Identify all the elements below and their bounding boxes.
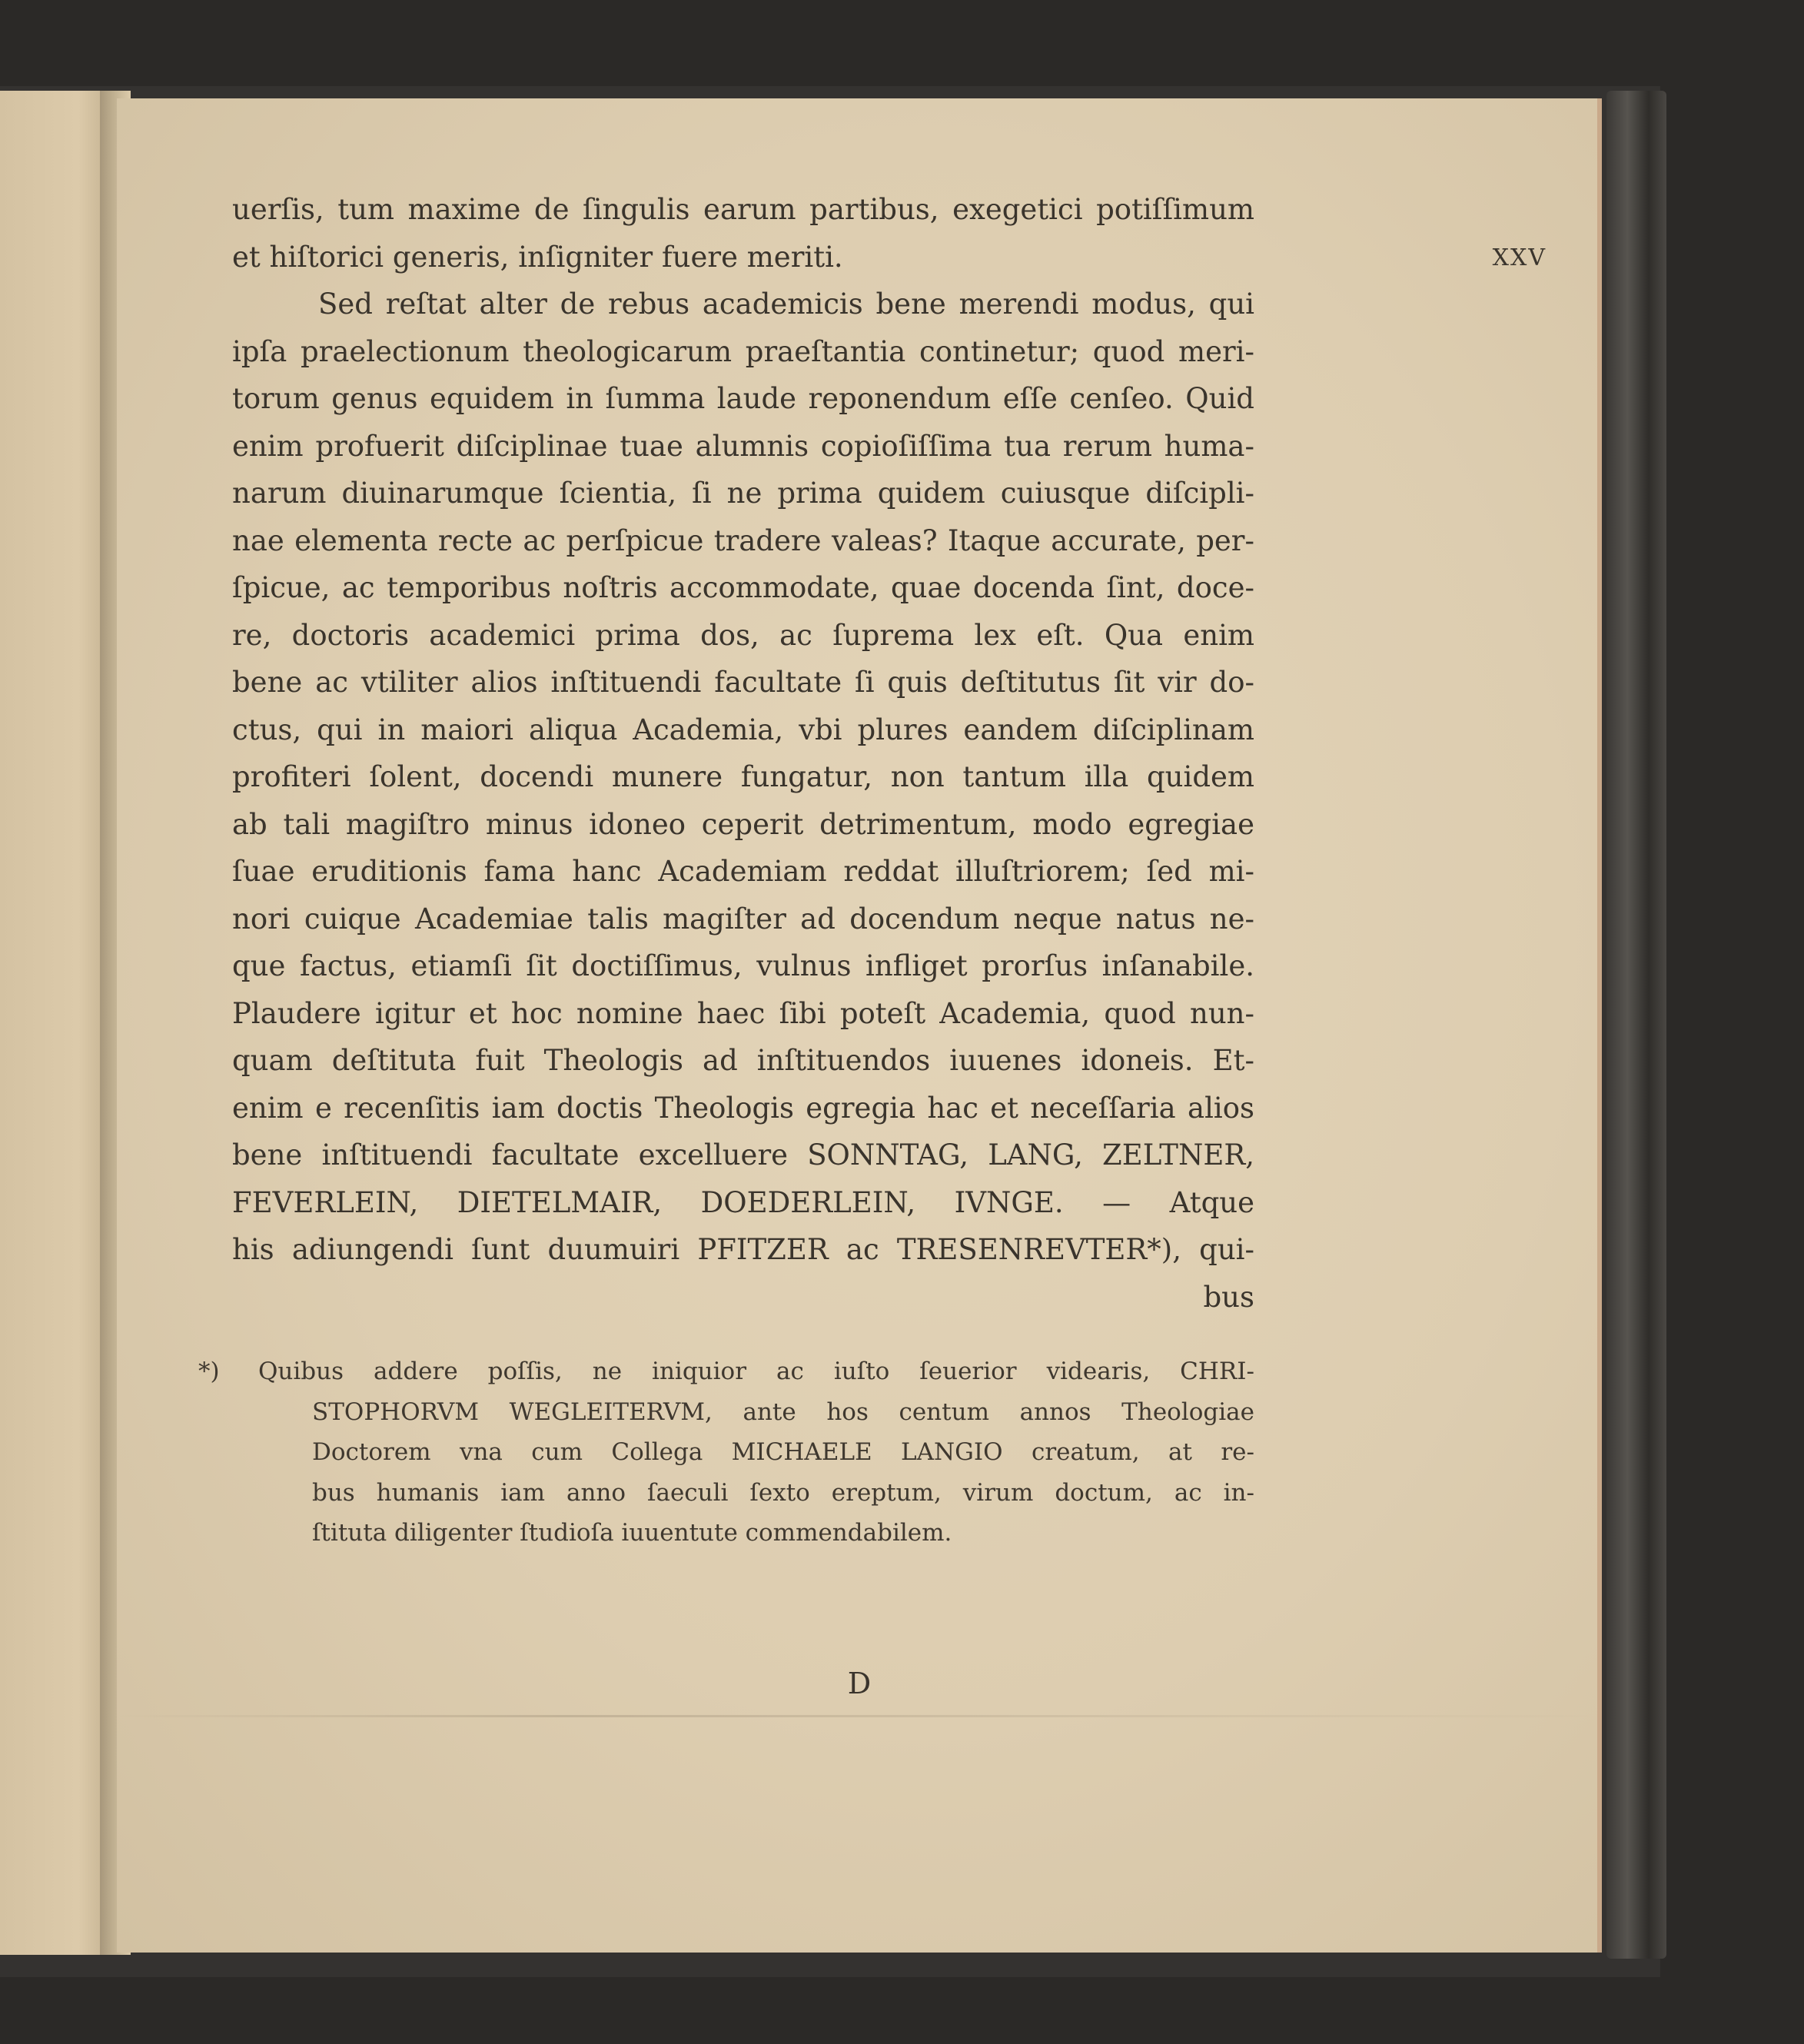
text-line: uerſis, tum maxime de ſingulis earum partibus, exegetici potiſſimum (232, 193, 1254, 226)
footnote-marker: *) (198, 1358, 220, 1385)
text-line: enim e recenſitis iam doctis Theologis egregia hac et neceſſaria alios (232, 1091, 1254, 1125)
footnote-line: STOPHORVM WEGLEITERVM, ante hos centum annos Theologiae (312, 1398, 1254, 1426)
text-line: bene ac vtiliter alios inſtituendi facultate ſi quis deſtitutus ſit vir do- (232, 666, 1254, 699)
text-line: quam deſtituta fuit Theologis ad inſtituendos iuuenes idoneis. Et- (232, 1044, 1254, 1077)
text-line: que factus, etiamſi ſit doctiſſimus, vulnus infliget prorſus inſanabile. (232, 949, 1254, 982)
text-line: ipſa praelectionum theologicarum praeſtantia continetur; quod meri- (232, 334, 1254, 368)
footnote-line: Doctorem vna cum Collega MICHAELE LANGIO creatum, at re- (312, 1438, 1254, 1466)
text-line: nori cuique Academiae talis magiſter ad docendum neque natus ne- (232, 902, 1254, 936)
footnote (198, 1351, 1254, 1554)
text-line: re, doctoris academici prima dos, ac ſuprema lex eſt. Qua enim (232, 618, 1254, 652)
book-edge (1606, 91, 1666, 1959)
footnote-line: bus humanis iam anno ſaeculi ſexto ereptum, virum doctum, ac in- (312, 1478, 1254, 1507)
text-line: ſuae eruditionis fama hanc Academiam reddat illuſtriorem; ſed mi- (232, 855, 1254, 888)
text-line: Sed reſtat alter de rebus academicis bene merendi modus, qui (318, 287, 1254, 321)
text-line: his adiungendi ſunt duumuiri PFITZER ac TRESENREVTER*), qui- (232, 1233, 1254, 1266)
body-text (232, 186, 1254, 1321)
text-line: et hiſtorici generis, inſigniter fuere meriti. (232, 240, 843, 274)
signature-mark: D (847, 1667, 872, 1700)
page-number: XXV (1492, 244, 1547, 271)
footnote-line: ſtituta diligenter ſtudioſa iuuentute commendabilem. (312, 1519, 952, 1547)
text-line: enim profuerit diſciplinae tuae alumnis copioſiſſima tua rerum huma- (232, 429, 1254, 463)
text-line: Plaudere igitur et hoc nomine haec ſibi poteſt Academia, quod nun- (232, 996, 1254, 1030)
text-line: torum genus equidem in ſumma laude reponendum eſſe cenſeo. Quid (232, 382, 1254, 415)
page-crease (117, 1715, 1602, 1717)
text-line: ctus, qui in maiori aliqua Academia, vbi plures eandem diſciplinam (232, 713, 1254, 746)
text-line: ſpicue, ac temporibus noſtris accommodate, quae docenda ſint, doce- (232, 571, 1254, 604)
footnote-line: Quibus addere poſſis, ne iniquior ac iuſto ſeuerior videaris, CHRI- (258, 1358, 1254, 1385)
text-line: bene inſtituendi facultate excelluere SONNTAG, LANG, ZELTNER, (232, 1138, 1254, 1172)
text-line: ab tali magiſtro minus idoneo ceperit detrimentum, modo egregiae (232, 807, 1254, 841)
text-line: nae elementa recte ac perſpicue tradere valeas? Itaque accurate, per- (232, 523, 1254, 557)
text-line: profiteri ſolent, docendi munere fungatur, non tantum illa quidem (232, 760, 1254, 793)
text-line: FEVERLEIN, DIETELMAIR, DOEDERLEIN, IVNGE. — Atque (232, 1185, 1254, 1219)
text-line: narum diuinarumque ſcientia, ſi ne prima quidem cuiusque diſcipli- (232, 477, 1254, 510)
catchword: bus (1203, 1280, 1254, 1314)
left-page-edge (0, 91, 112, 1955)
